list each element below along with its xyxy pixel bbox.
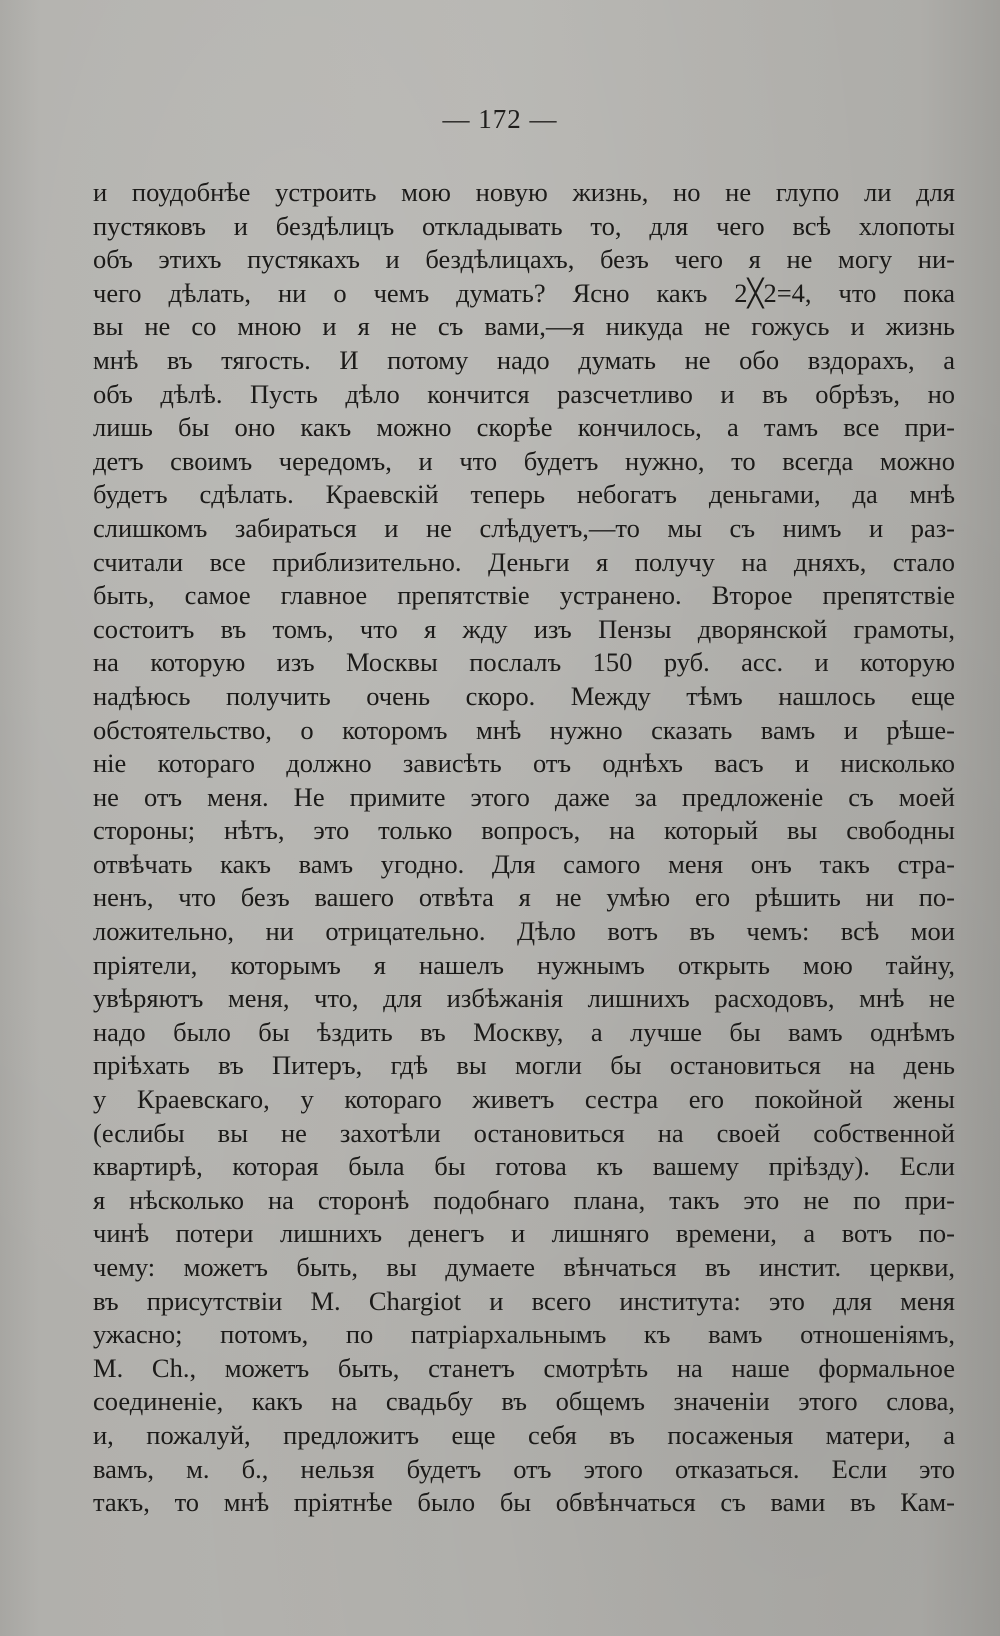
text-line: на которую изъ Москвы послалъ 150 руб. асс. и которую xyxy=(93,647,955,678)
text-line: M. Ch., можетъ быть, станетъ смотрѣть на наше формальное xyxy=(93,1352,955,1383)
text-line: увѣряютъ меня, что, для избѣжанія лишнихъ расходовъ, мнѣ не xyxy=(93,983,955,1014)
text-line: надо было бы ѣздить въ Москву, а лучше бы вамъ однѣмъ xyxy=(93,1016,955,1047)
text-line: быть, самое главное препятствіе устранено. Второе препятствіе xyxy=(93,580,955,611)
text-line: ненъ, что безъ вашего отвѣта я не умѣю его рѣшить ни по- xyxy=(93,882,955,913)
page-number: — 172 — xyxy=(442,104,558,134)
text-line: чинѣ потери лишнихъ денегъ и лишняго времени, а вотъ по- xyxy=(93,1218,955,1249)
text-line: и, пожалуй, предложитъ еще себя въ посаженыя матери, а xyxy=(93,1419,955,1450)
text-line: чего дѣлать, ни о чемъ думать? Ясно какъ 2╳2=4, что пока xyxy=(93,277,955,308)
text-line: вы не со мною и я не съ вами,—я никуда не гожусь и жизнь xyxy=(93,311,955,342)
text-line: и поудобнѣе устроить мою новую жизнь, но не глупо ли для xyxy=(93,177,955,207)
text-line: считали все приблизительно. Деньги я получу на дняхъ, стало xyxy=(93,546,955,577)
body-text xyxy=(93,176,955,1520)
text-line: не отъ меня. Не примите этого даже за предложеніе съ моей xyxy=(93,781,955,812)
text-line: пустяковъ и бездѣлицъ откладывать то, для чего всѣ хлопоты xyxy=(93,210,955,241)
text-line: ложительно, ни отрицательно. Дѣло вотъ въ чемъ: всѣ мои xyxy=(93,916,955,947)
text-line: ніе котораго должно зависѣть отъ однѣхъ васъ и нисколько xyxy=(93,748,955,779)
text-line: будетъ сдѣлать. Краевскій теперь небогатъ деньгами, да мнѣ xyxy=(93,479,955,510)
text-line: въ присутствіи M. Chargiot и всего института: это для меня xyxy=(93,1285,955,1316)
text-line: (еслибы вы не захотѣли остановиться на своей собственной xyxy=(93,1117,955,1148)
text-line: слишкомъ забираться и не слѣдуетъ,—то мы съ нимъ и раз- xyxy=(93,512,955,543)
text-line: квартирѣ, которая была бы готова къ вашему пріѣзду). Если xyxy=(93,1151,955,1182)
text-line: лишь бы оно какъ можно скорѣе кончилось, а тамъ все при- xyxy=(93,412,955,443)
text-line: отвѣчать какъ вамъ угодно. Для самого меня онъ такъ стра- xyxy=(93,848,955,879)
text-line: я нѣсколько на сторонѣ подобнаго плана, такъ это не по при- xyxy=(93,1184,955,1215)
text-line: чему: можетъ быть, вы думаете вѣнчаться въ инстит. церкви, xyxy=(93,1252,955,1282)
text-line: объ дѣлѣ. Пусть дѣло кончится разсчетливо и въ обрѣзъ, но xyxy=(93,378,955,409)
text-line: соединеніе, какъ на свадьбу въ общемъ значеніи этого слова, xyxy=(93,1386,955,1417)
text-line: у Краевскаго, у котораго живетъ сестра его покойной жены xyxy=(93,1084,955,1115)
text-line: состоитъ въ томъ, что я жду изъ Пензы дворянской грамоты, xyxy=(93,613,955,644)
text-line: надѣюсь получить очень скоро. Между тѣмъ нашлось еще xyxy=(93,680,955,711)
text-line: такъ, то мнѣ пріятнѣе было бы обвѣнчаться съ вами въ Кам- xyxy=(93,1487,955,1518)
text-line: пріятели, которымъ я нашелъ нужнымъ открыть мою тайну, xyxy=(93,949,955,980)
text-line: мнѣ въ тягость. И потому надо думать не обо вздорахъ, а xyxy=(93,344,955,375)
text-line: ужасно; потомъ, по патріархальнымъ къ вамъ отношеніямъ, xyxy=(93,1319,955,1350)
text-line: детъ своимъ чередомъ, и что будетъ нужно, то всегда можно xyxy=(93,445,955,476)
text-line: обстоятельство, о которомъ мнѣ нужно сказать вамъ и рѣше- xyxy=(93,714,955,745)
text-line: пріѣхать въ Питеръ, гдѣ вы могли бы остановиться на день xyxy=(93,1050,955,1081)
text-line: вамъ, м. б., нельзя будетъ отъ этого отказаться. Если это xyxy=(93,1453,955,1484)
text-line: стороны; нѣтъ, это только вопросъ, на который вы свободны xyxy=(93,815,955,846)
text-line: объ этихъ пустякахъ и бездѣлицахъ, безъ чего я не могу ни- xyxy=(93,244,955,275)
